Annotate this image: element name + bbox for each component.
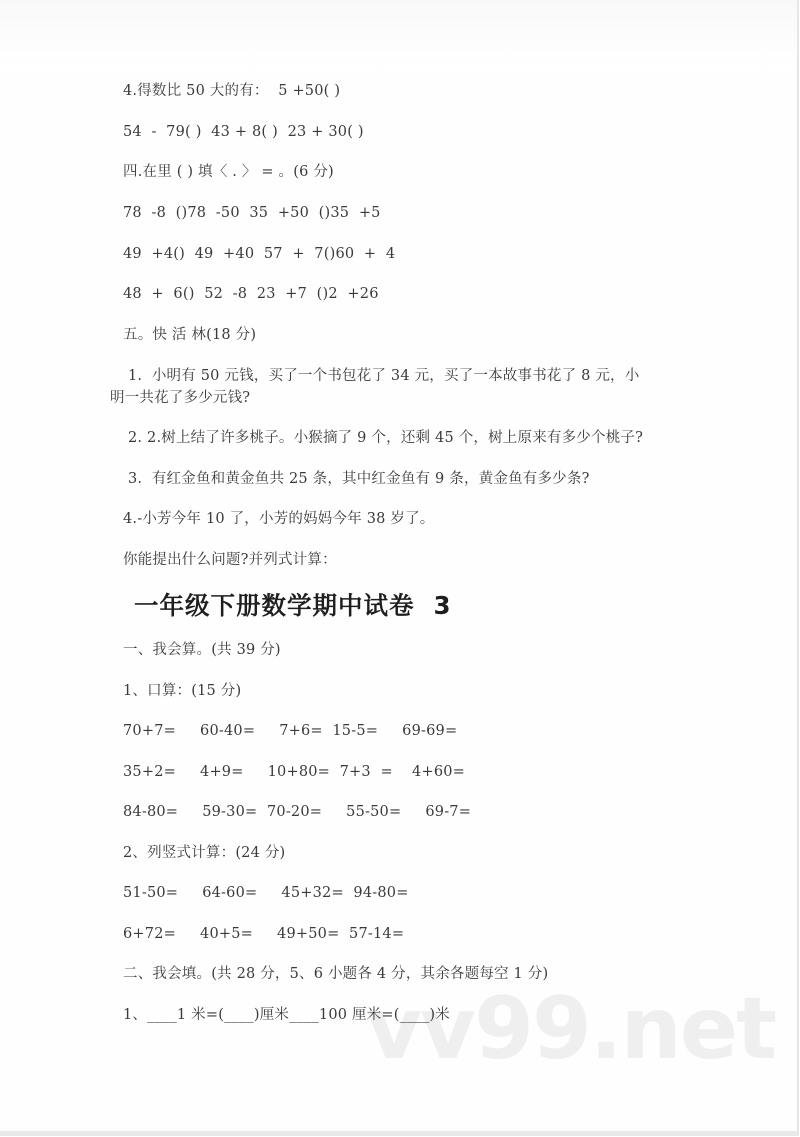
exam-title: 一年级下册数学期中试卷 3 <box>134 591 452 620</box>
oral-calc-row: 35+2= 4+9= 10+80= 7+3 = 4+60= <box>123 764 466 780</box>
word-problem-3: 3. 有红金鱼和黄金鱼共 25 条，其中红金鱼有 9 条，黄金鱼有多少条? <box>128 471 590 487</box>
oral-calc-heading: 1、口算：(15 分) <box>123 683 242 699</box>
word-problem-2: 2. 2.树上结了许多桃子。小猴摘了 9 个，还剩 45 个，树上原来有多少个桃子? <box>128 430 644 446</box>
part-2-heading: 二、我会填。(共 28 分，5、6 小题各 4 分，其余各题每空 1 分) <box>123 966 549 982</box>
fill-in-row: 1、____1 米=(____)厘米____100 厘米=(____)米 <box>123 1007 450 1023</box>
vertical-calc-row: 51-50= 64-60= 45+32= 94-80= <box>123 885 409 901</box>
question-4-label: 4.得数比 50 大的有： 5 +50( ) <box>123 83 341 99</box>
question-prompt: 你能提出什么问题?并列式计算： <box>123 552 337 568</box>
vertical-calc-heading: 2、列竖式计算：(24 分) <box>123 845 286 861</box>
question-4-row: 54 - 79( ) 43 + 8( ) 23 + 30( ) <box>123 124 364 140</box>
word-problem-4: 4.-小芳今年 10 了，小芳的妈妈今年 38 岁了。 <box>123 511 435 527</box>
watermark: vv99.net <box>366 979 776 1079</box>
word-problem-1-line2: 明一共花了多少元钱? <box>110 390 251 406</box>
compare-row: 78 -8 ()78 -50 35 +50 ()35 +5 <box>123 205 381 221</box>
vertical-calc-row: 6+72= 40+5= 49+50= 57-14= <box>123 926 405 942</box>
part-4-heading: 四.在里 ( ) 填〈 . 〉 = 。(6 分) <box>123 164 334 180</box>
oral-calc-row: 70+7= 60-40= 7+6= 15-5= 69-69= <box>123 723 458 739</box>
part-5-heading: 五。快 活 林(18 分) <box>123 327 257 343</box>
part-1-heading: 一、我会算。(共 39 分) <box>123 642 281 658</box>
page-top-shade <box>0 0 797 70</box>
compare-row: 49 +4() 49 +40 57 + 7()60 + 4 <box>123 246 396 262</box>
word-problem-1-line1: 1. 小明有 50 元钱，买了一个书包花了 34 元，买了一本故事书花了 8 元，小 <box>128 368 640 384</box>
oral-calc-row: 84-80= 59-30= 70-20= 55-50= 69-7= <box>123 804 472 820</box>
compare-row: 48 + 6() 52 -8 23 +7 ()2 +26 <box>123 286 379 302</box>
